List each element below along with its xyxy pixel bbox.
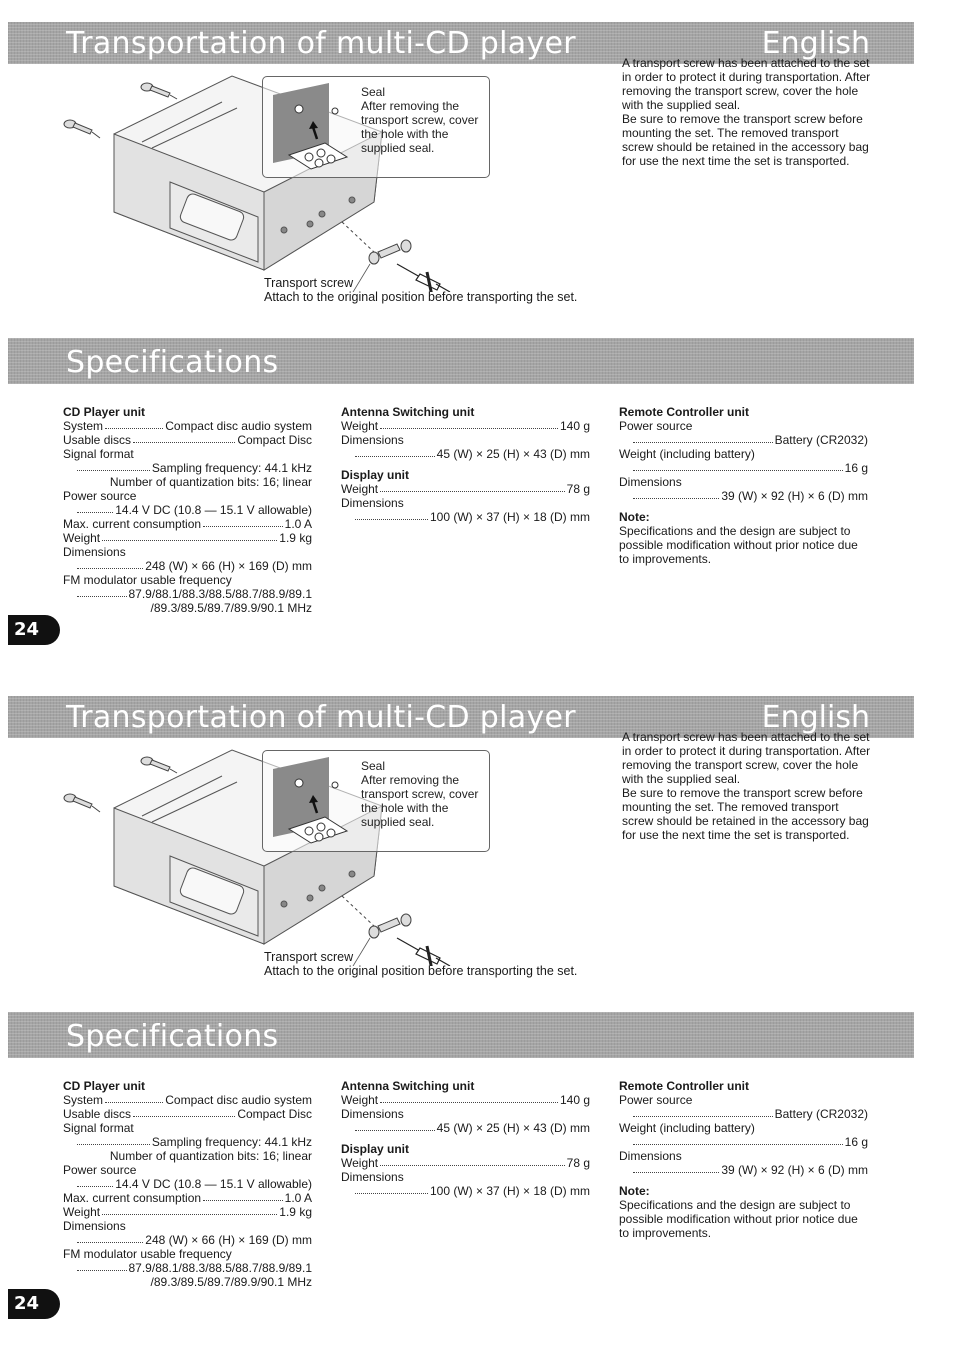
spec-value: Battery (CR2032) [774, 433, 868, 447]
seal-label: Seal [361, 85, 386, 99]
transport-title: Transportation of multi-CD player [66, 700, 576, 735]
spec-label: Signal format [63, 447, 134, 461]
page-copy-top [0, 0, 954, 674]
antenna-heading: Antenna Switching unit [341, 405, 475, 419]
spec-value: Compact disc audio system [165, 419, 312, 433]
cd-heading: CD Player unit [63, 405, 146, 419]
spec-label: FM modulator usable frequency [63, 1247, 232, 1261]
caption-title: Transport screw [264, 950, 354, 964]
spec-value: 45 (W) × 25 (H) × 43 (D) mm [436, 1121, 590, 1135]
top-screw-icon [141, 83, 177, 99]
spec-row [341, 482, 590, 496]
figure-caption [264, 276, 577, 304]
transport-paragraph-1: A transport screw has been attached to the set in order to protect it during transportation. After removing the transport screw, cover the hole with the supplied seal. [622, 730, 871, 786]
spec-label: System [63, 1093, 104, 1107]
spec-label: Weight [341, 1156, 379, 1170]
spec-row [63, 1107, 312, 1121]
spec-value: /89.3/89.5/89.7/89.9/90.1 MHz [150, 601, 312, 615]
spec-value: 248 (W) × 66 (H) × 169 (D) mm [145, 559, 312, 573]
spec-label: Weight [341, 482, 379, 496]
transport-description [622, 56, 872, 168]
spec-label: Power source [63, 1163, 137, 1177]
seal-callout [262, 750, 490, 852]
spec-value: 1.9 kg [279, 531, 312, 545]
seal-illustration [269, 81, 359, 171]
specifications-title: Specifications [66, 1019, 279, 1054]
spec-label: Usable discs [63, 433, 132, 447]
spec-label: Dimensions [63, 545, 126, 559]
caption-text: Attach to the original position before transporting the set. [264, 290, 578, 304]
page-number: 24 [14, 619, 40, 640]
spec-label: System [63, 419, 104, 433]
spec-value: Compact Disc [237, 1107, 312, 1121]
seal-illustration [269, 755, 359, 845]
seal-instruction: After removing the transport screw, cover the hole with the supplied seal. [361, 99, 479, 155]
remote-specs [619, 405, 868, 566]
spec-value: 78 g [566, 1156, 590, 1170]
spec-label: Dimensions [619, 475, 682, 489]
spec-value: Compact disc audio system [165, 1093, 312, 1107]
antenna-heading: Antenna Switching unit [341, 1079, 475, 1093]
side-screw-icon [64, 120, 100, 138]
transport-title: Transportation of multi-CD player [66, 26, 576, 61]
spec-value: 87.9/88.1/88.3/88.5/88.7/88.9/89.1 [128, 1261, 312, 1275]
spec-row [63, 1205, 312, 1219]
transport-screw-icon [342, 896, 411, 938]
language-label: English [761, 26, 870, 61]
spec-value: 100 (W) × 37 (H) × 18 (D) mm [429, 1184, 590, 1198]
spec-label: Power source [63, 489, 137, 503]
spec-value: Sampling frequency: 44.1 kHz [151, 461, 312, 475]
page-number-badge [8, 1289, 60, 1319]
spec-row [341, 1156, 590, 1170]
spec-value: 14.4 V DC (10.8 — 15.1 V allowable) [115, 503, 312, 517]
spec-row [63, 1093, 312, 1107]
spec-value: 1.0 A [284, 517, 312, 531]
spec-value: 1.9 kg [279, 1205, 312, 1219]
spec-value: 87.9/88.1/88.3/88.5/88.7/88.9/89.1 [128, 587, 312, 601]
spec-label: Dimensions [341, 1107, 404, 1121]
specifications-banner [8, 338, 914, 384]
transport-screw-icon [342, 222, 411, 264]
antenna-display-specs [341, 1079, 590, 1198]
specifications-banner [8, 1012, 914, 1058]
antenna-display-specs [341, 405, 590, 524]
spec-label: Weight [63, 531, 101, 545]
spec-value: 39 (W) × 92 (H) × 6 (D) mm [721, 489, 868, 503]
spec-label: Max. current consumption [63, 1191, 202, 1205]
spec-value: Number of quantization bits: 16; linear [109, 1149, 312, 1163]
spec-value: 100 (W) × 37 (H) × 18 (D) mm [429, 510, 590, 524]
cd-player-specs [63, 405, 312, 615]
spec-label: Power source [619, 419, 693, 433]
spec-row [63, 433, 312, 447]
spec-label: Max. current consumption [63, 517, 202, 531]
spec-row [63, 531, 312, 545]
spec-label: Dimensions [619, 1149, 682, 1163]
spec-label: Dimensions [341, 1170, 404, 1184]
spec-row [341, 1093, 590, 1107]
spec-row [341, 419, 590, 433]
spec-value: Compact Disc [237, 433, 312, 447]
seal-label: Seal [361, 759, 386, 773]
top-screw-icon [141, 757, 177, 773]
cd-heading: CD Player unit [63, 1079, 146, 1093]
page-copy-bottom [0, 674, 954, 1348]
spec-label: Weight (including battery) [619, 1121, 755, 1135]
transport-description [622, 730, 872, 842]
spec-value: 78 g [566, 482, 590, 496]
spec-label: Weight [341, 1093, 379, 1107]
spec-value: 39 (W) × 92 (H) × 6 (D) mm [721, 1163, 868, 1177]
transport-paragraph-2: Be sure to remove the transport screw before mounting the set. The removed transport screw should be retained in the accessory bag for use the next time the set is transported. [622, 786, 869, 842]
spec-label: Weight [63, 1205, 101, 1219]
specifications-title: Specifications [66, 345, 279, 380]
spec-value: 248 (W) × 66 (H) × 169 (D) mm [145, 1233, 312, 1247]
remote-heading: Remote Controller unit [619, 405, 750, 419]
spec-value: 1.0 A [284, 1191, 312, 1205]
caption-text: Attach to the original position before transporting the set. [264, 964, 578, 978]
spec-value: Battery (CR2032) [774, 1107, 868, 1121]
spec-label: Weight [341, 419, 379, 433]
cd-player-specs [63, 1079, 312, 1289]
spec-value: Sampling frequency: 44.1 kHz [151, 1135, 312, 1149]
spec-row [63, 1191, 312, 1205]
side-screw-icon [64, 794, 100, 812]
spec-label: Weight (including battery) [619, 447, 755, 461]
figure-caption [264, 950, 577, 978]
note-heading: Note: [619, 1184, 650, 1198]
spec-row [63, 517, 312, 531]
page-number: 24 [14, 1293, 40, 1314]
seal-callout [262, 76, 490, 178]
spec-value: 140 g [559, 419, 590, 433]
spec-value: 14.4 V DC (10.8 — 15.1 V allowable) [115, 1177, 312, 1191]
spec-label: Dimensions [341, 433, 404, 447]
remote-specs [619, 1079, 868, 1240]
page-number-badge [8, 615, 60, 645]
spec-label: Signal format [63, 1121, 134, 1135]
language-label: English [761, 700, 870, 735]
spec-label: Power source [619, 1093, 693, 1107]
spec-value: 45 (W) × 25 (H) × 43 (D) mm [436, 447, 590, 461]
spec-label: Dimensions [341, 496, 404, 510]
spec-row [63, 419, 312, 433]
spec-value: /89.3/89.5/89.7/89.9/90.1 MHz [150, 1275, 312, 1289]
spec-label: Usable discs [63, 1107, 132, 1121]
spec-label: Dimensions [63, 1219, 126, 1233]
note-text: Specifications and the design are subject to possible modification without prior notice due to improvements. [619, 524, 858, 566]
transport-paragraph-1: A transport screw has been attached to the set in order to protect it during transportation. After removing the transport screw, cover the hole with the supplied seal. [622, 56, 871, 112]
spec-value: 16 g [844, 461, 868, 475]
note-text: Specifications and the design are subject to possible modification without prior notice due to improvements. [619, 1198, 858, 1240]
spec-value: 16 g [844, 1135, 868, 1149]
display-heading: Display unit [341, 468, 410, 482]
transport-paragraph-2: Be sure to remove the transport screw before mounting the set. The removed transport screw should be retained in the accessory bag for use the next time the set is transported. [622, 112, 869, 168]
note-heading: Note: [619, 510, 650, 524]
caption-title: Transport screw [264, 276, 354, 290]
spec-label: FM modulator usable frequency [63, 573, 232, 587]
spec-value: 140 g [559, 1093, 590, 1107]
spec-value: Number of quantization bits: 16; linear [109, 475, 312, 489]
seal-instruction: After removing the transport screw, cover the hole with the supplied seal. [361, 773, 479, 829]
remote-heading: Remote Controller unit [619, 1079, 750, 1093]
display-heading: Display unit [341, 1142, 410, 1156]
